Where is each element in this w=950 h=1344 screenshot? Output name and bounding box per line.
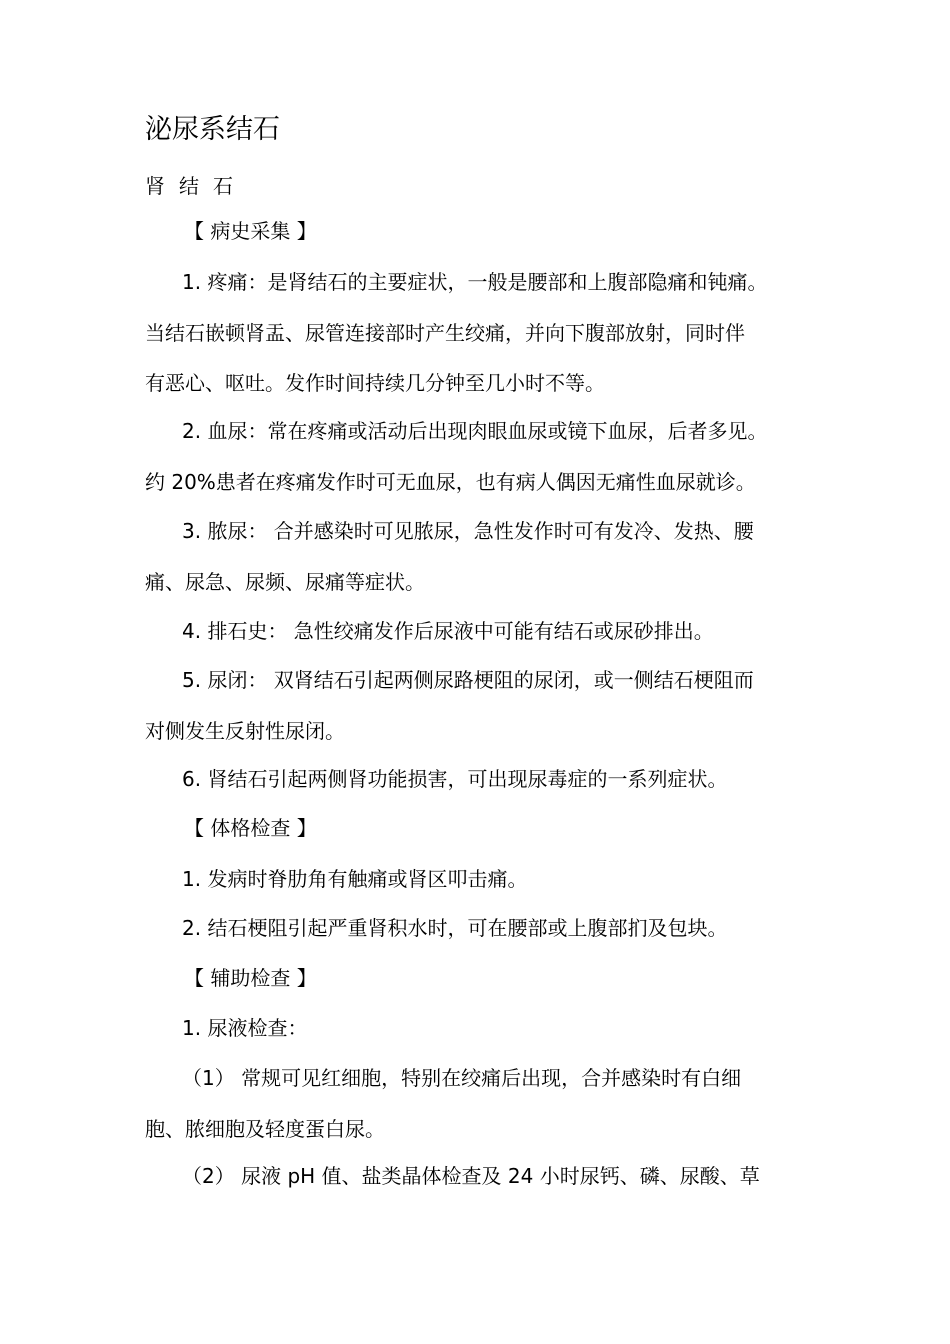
document-subtitle: 肾结石 (145, 174, 247, 198)
paragraph-line: 1. 尿液检查： (182, 1016, 308, 1040)
paragraph-line: 2. 结石梗阻引起严重肾积水时，可在腰部或上腹部扪及包块。 (182, 916, 728, 940)
paragraph-line: 5. 尿闭： 双肾结石引起两侧尿路梗阻的尿闭，或一侧结石梗阻而 (182, 668, 754, 692)
document-title: 泌尿系结石 (145, 114, 280, 145)
paragraph-line: 4. 排石史： 急性绞痛发作后尿液中可能有结石或尿砂排出。 (182, 619, 714, 643)
paragraph-line: 胞、脓细胞及轻度蛋白尿。 (145, 1117, 385, 1141)
paragraph-line: 有恶心、呕吐。发作时间持续几分钟至几小时不等。 (145, 371, 605, 395)
paragraph-line: 3. 脓尿： 合并感染时可见脓尿，急性发作时可有发冷、发热、腰 (182, 519, 754, 543)
paragraph-line: （2） 尿液 pH 值、盐类晶体检查及 24 小时尿钙、磷、尿酸、草 (182, 1164, 760, 1188)
paragraph-line: （1） 常规可见红细胞，特别在绞痛后出现，合并感染时有白细 (182, 1066, 742, 1090)
paragraph-line: 对侧发生反射性尿闭。 (145, 719, 345, 743)
paragraph-line: 约 20%患者在疼痛发作时可无血尿，也有病人偶因无痛性血尿就诊。 (145, 470, 756, 494)
paragraph-line: 2. 血尿：常在疼痛或活动后出现肉眼血尿或镜下血尿，后者多见。 (182, 419, 768, 443)
section-heading-auxiliary: 【 辅助检查 】 (184, 966, 317, 990)
paragraph-line: 当结石嵌顿肾盂、尿管连接部时产生绞痛，并向下腹部放射，同时伴 (145, 321, 745, 345)
paragraph-line: 痛、尿急、尿频、尿痛等症状。 (145, 570, 425, 594)
section-heading-history: 【 病史采集 】 (184, 219, 317, 243)
section-heading-physical: 【 体格检查 】 (184, 816, 317, 840)
paragraph-line: 1. 发病时脊肋角有触痛或肾区叩击痛。 (182, 867, 528, 891)
paragraph-line: 1. 疼痛：是肾结石的主要症状，一般是腰部和上腹部隐痛和钝痛。 (182, 270, 768, 294)
paragraph-line: 6. 肾结石引起两侧肾功能损害，可出现尿毒症的一系列症状。 (182, 767, 728, 791)
